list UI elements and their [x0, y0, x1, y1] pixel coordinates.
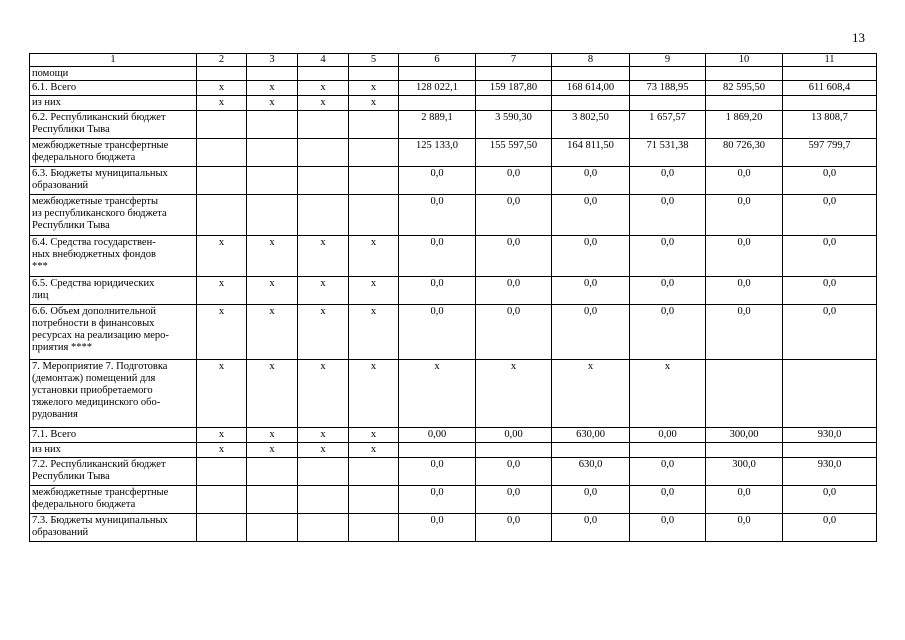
value-cell: х: [197, 428, 247, 443]
value-cell: х: [247, 81, 298, 96]
value-cell: х: [298, 236, 349, 277]
value-cell: 0,0: [783, 305, 877, 360]
value-cell: х: [298, 360, 349, 428]
value-cell: [197, 111, 247, 139]
column-header: 11: [783, 54, 877, 67]
table-row: [30, 81, 877, 96]
value-cell: х: [349, 443, 399, 458]
table-row: [30, 486, 877, 514]
column-header: 8: [552, 54, 630, 67]
value-cell: [399, 443, 476, 458]
value-cell: 0,0: [399, 236, 476, 277]
value-cell: [247, 514, 298, 542]
row-label-cell: 7.2. Республиканский бюджет Республики Тыва: [30, 458, 197, 486]
value-cell: 0,0: [630, 167, 706, 195]
table-row: [30, 443, 877, 458]
value-cell: х: [552, 360, 630, 428]
table-row: [30, 67, 877, 81]
value-cell: 930,0: [783, 428, 877, 443]
value-cell: 164 811,50: [552, 139, 630, 167]
value-cell: 0,0: [630, 305, 706, 360]
value-cell: 0,0: [476, 305, 552, 360]
value-cell: х: [197, 360, 247, 428]
column-header: 10: [706, 54, 783, 67]
value-cell: 597 799,7: [783, 139, 877, 167]
value-cell: 0,0: [399, 305, 476, 360]
value-cell: х: [399, 360, 476, 428]
value-cell: х: [349, 236, 399, 277]
value-cell: 611 608,4: [783, 81, 877, 96]
value-cell: 0,0: [706, 195, 783, 236]
value-cell: [298, 486, 349, 514]
value-cell: [783, 96, 877, 111]
value-cell: 0,0: [706, 305, 783, 360]
value-cell: 0,0: [399, 514, 476, 542]
value-cell: 168 614,00: [552, 81, 630, 96]
column-header: 1: [30, 54, 197, 67]
value-cell: [706, 96, 783, 111]
value-cell: 0,0: [476, 486, 552, 514]
column-header: 9: [630, 54, 706, 67]
budget-table: [29, 53, 877, 542]
column-header: 4: [298, 54, 349, 67]
value-cell: [349, 111, 399, 139]
value-cell: [476, 443, 552, 458]
value-cell: х: [298, 305, 349, 360]
row-label-cell: межбюджетные трансфертные федерального бюджета: [30, 486, 197, 514]
value-cell: 0,0: [706, 486, 783, 514]
value-cell: х: [298, 81, 349, 96]
value-cell: 300,00: [706, 428, 783, 443]
value-cell: 0,0: [476, 236, 552, 277]
table-row: [30, 360, 877, 428]
value-cell: 630,00: [552, 428, 630, 443]
value-cell: х: [247, 360, 298, 428]
value-cell: х: [247, 428, 298, 443]
value-cell: [476, 96, 552, 111]
value-cell: 0,0: [399, 277, 476, 305]
value-cell: [197, 139, 247, 167]
column-header: 5: [349, 54, 399, 67]
value-cell: 0,0: [399, 195, 476, 236]
value-cell: х: [298, 96, 349, 111]
value-cell: [298, 514, 349, 542]
value-cell: 0,00: [476, 428, 552, 443]
value-cell: 300,0: [706, 458, 783, 486]
value-cell: 0,0: [399, 167, 476, 195]
value-cell: [630, 443, 706, 458]
value-cell: [197, 167, 247, 195]
value-cell: х: [247, 443, 298, 458]
value-cell: [197, 514, 247, 542]
table-row: [30, 514, 877, 542]
value-cell: 3 590,30: [476, 111, 552, 139]
column-header: 7: [476, 54, 552, 67]
row-label-cell: 6.3. Бюджеты муниципальных образований: [30, 167, 197, 195]
value-cell: [399, 96, 476, 111]
table-row: [30, 167, 877, 195]
value-cell: 0,0: [783, 195, 877, 236]
value-cell: 0,0: [552, 277, 630, 305]
value-cell: 80 726,30: [706, 139, 783, 167]
value-cell: [247, 139, 298, 167]
value-cell: 0,0: [399, 486, 476, 514]
column-header: 2: [197, 54, 247, 67]
value-cell: х: [349, 305, 399, 360]
value-cell: х: [349, 96, 399, 111]
value-cell: х: [630, 360, 706, 428]
value-cell: [298, 167, 349, 195]
value-cell: 2 889,1: [399, 111, 476, 139]
column-header: 3: [247, 54, 298, 67]
value-cell: [349, 195, 399, 236]
value-cell: х: [247, 277, 298, 305]
table-row: [30, 277, 877, 305]
table-row: [30, 236, 877, 277]
value-cell: 630,0: [552, 458, 630, 486]
value-cell: 0,0: [630, 236, 706, 277]
value-cell: 82 595,50: [706, 81, 783, 96]
value-cell: 0,0: [706, 514, 783, 542]
value-cell: [706, 360, 783, 428]
value-cell: [399, 67, 476, 81]
value-cell: [349, 67, 399, 81]
value-cell: 13 808,7: [783, 111, 877, 139]
value-cell: 0,0: [552, 195, 630, 236]
value-cell: 0,0: [476, 167, 552, 195]
value-cell: 0,0: [783, 486, 877, 514]
value-cell: [706, 443, 783, 458]
value-cell: 0,0: [783, 514, 877, 542]
value-cell: х: [247, 305, 298, 360]
value-cell: [247, 195, 298, 236]
value-cell: 159 187,80: [476, 81, 552, 96]
value-cell: [349, 139, 399, 167]
value-cell: [247, 111, 298, 139]
table-row: [30, 139, 877, 167]
value-cell: 155 597,50: [476, 139, 552, 167]
value-cell: 0,0: [552, 514, 630, 542]
value-cell: 0,0: [630, 277, 706, 305]
value-cell: [349, 486, 399, 514]
row-label-cell: 7.3. Бюджеты муниципальных образований: [30, 514, 197, 542]
table-row: [30, 428, 877, 443]
value-cell: 0,0: [706, 236, 783, 277]
table-row: [30, 96, 877, 111]
value-cell: 0,0: [552, 305, 630, 360]
value-cell: 0,0: [783, 277, 877, 305]
value-cell: 0,0: [783, 236, 877, 277]
value-cell: [349, 514, 399, 542]
value-cell: [247, 458, 298, 486]
value-cell: 71 531,38: [630, 139, 706, 167]
row-label-cell: 7.1. Всего: [30, 428, 197, 443]
row-label-cell: 6.6. Объем дополнительной потребности в финансовых ресурсах на реализацию меро- приятия ****: [30, 305, 197, 360]
row-label-cell: межбюджетные трансферты из республиканского бюджета Республики Тыва: [30, 195, 197, 236]
value-cell: [298, 67, 349, 81]
value-cell: [783, 360, 877, 428]
value-cell: 0,0: [476, 458, 552, 486]
value-cell: [247, 486, 298, 514]
value-cell: 0,0: [476, 195, 552, 236]
value-cell: 1 869,20: [706, 111, 783, 139]
value-cell: х: [197, 443, 247, 458]
row-label-cell: помощи: [30, 67, 197, 81]
value-cell: х: [197, 236, 247, 277]
row-label-cell: из них: [30, 443, 197, 458]
table-row: [30, 195, 877, 236]
value-cell: 0,0: [783, 167, 877, 195]
value-cell: х: [476, 360, 552, 428]
value-cell: [706, 67, 783, 81]
value-cell: [298, 111, 349, 139]
value-cell: 0,0: [630, 195, 706, 236]
row-label-cell: 6.5. Средства юридических лиц: [30, 277, 197, 305]
value-cell: х: [197, 305, 247, 360]
value-cell: [349, 167, 399, 195]
table-body: [30, 54, 877, 542]
value-cell: 0,0: [630, 486, 706, 514]
value-cell: х: [247, 236, 298, 277]
value-cell: 0,0: [552, 167, 630, 195]
value-cell: 0,0: [476, 514, 552, 542]
value-cell: [630, 67, 706, 81]
value-cell: х: [298, 277, 349, 305]
value-cell: [247, 167, 298, 195]
value-cell: [783, 67, 877, 81]
value-cell: 125 133,0: [399, 139, 476, 167]
value-cell: 0,0: [706, 167, 783, 195]
value-cell: 0,0: [552, 486, 630, 514]
value-cell: [552, 443, 630, 458]
row-label-cell: 7. Мероприятие 7. Подготовка (демонтаж) помещений для установки приобретаемого тяжелого медицинского обо- рудования: [30, 360, 197, 428]
row-label-cell: 6.4. Средства государствен- ных внебюджетных фондов ***: [30, 236, 197, 277]
table-row: [30, 458, 877, 486]
row-label-cell: 6.1. Всего: [30, 81, 197, 96]
table-header-row: [30, 54, 877, 67]
value-cell: [298, 458, 349, 486]
value-cell: х: [197, 96, 247, 111]
column-header: 6: [399, 54, 476, 67]
value-cell: [197, 67, 247, 81]
value-cell: 930,0: [783, 458, 877, 486]
value-cell: х: [349, 428, 399, 443]
value-cell: 0,00: [399, 428, 476, 443]
value-cell: 0,0: [706, 277, 783, 305]
value-cell: [476, 67, 552, 81]
value-cell: х: [197, 81, 247, 96]
value-cell: 0,0: [630, 514, 706, 542]
value-cell: [783, 443, 877, 458]
value-cell: х: [349, 277, 399, 305]
value-cell: х: [298, 428, 349, 443]
value-cell: [298, 139, 349, 167]
row-label-cell: межбюджетные трансфертные федерального бюджета: [30, 139, 197, 167]
value-cell: х: [247, 96, 298, 111]
value-cell: х: [197, 277, 247, 305]
value-cell: х: [349, 360, 399, 428]
value-cell: 0,0: [399, 458, 476, 486]
value-cell: 1 657,57: [630, 111, 706, 139]
value-cell: 3 802,50: [552, 111, 630, 139]
table-row: [30, 111, 877, 139]
value-cell: [630, 96, 706, 111]
value-cell: 73 188,95: [630, 81, 706, 96]
value-cell: 0,00: [630, 428, 706, 443]
row-label-cell: из них: [30, 96, 197, 111]
table-row: [30, 305, 877, 360]
value-cell: [197, 458, 247, 486]
value-cell: [349, 458, 399, 486]
value-cell: 0,0: [630, 458, 706, 486]
value-cell: [197, 486, 247, 514]
value-cell: [552, 96, 630, 111]
row-label-cell: 6.2. Республиканский бюджет Республики Тыва: [30, 111, 197, 139]
value-cell: [247, 67, 298, 81]
page-number: 13: [852, 30, 865, 45]
value-cell: [298, 195, 349, 236]
value-cell: 128 022,1: [399, 81, 476, 96]
value-cell: х: [298, 443, 349, 458]
value-cell: [552, 67, 630, 81]
value-cell: 0,0: [552, 236, 630, 277]
value-cell: 0,0: [476, 277, 552, 305]
value-cell: х: [349, 81, 399, 96]
value-cell: [197, 195, 247, 236]
